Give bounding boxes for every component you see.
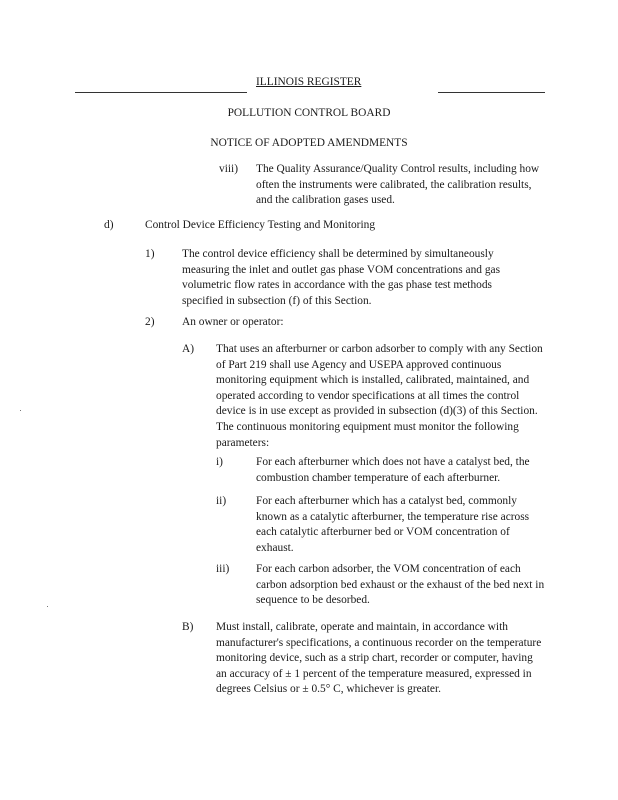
item-text-d2Aii: For each afterburner which has a catalyst bed, commonly known as a catalytic afterburner, the temperature rise across each catalytic afterburner bed or VOM concentration of exhaust.: [256, 495, 530, 554]
item-text-d2A: That uses an afterburner or carbon adsorber to comply with any Section of Part 219 shall use Agency and USEPA approved continuous monitoring equipment which is installed, calibrated, maintained, and operated according to vendor specifications at all times the control device is in use except as provided in subsection (d)(3) of this Section. The continuous monitoring equipment must monitor the following parameters:: [216, 343, 543, 449]
header-rule-left: [75, 92, 247, 93]
item-text-viii: The Quality Assurance/Quality Control results, including how often the instruments were calibrated, the calibration results, and the calibration gases used.: [256, 163, 540, 207]
item-text-d2B: Must install, calibrate, operate and maintain, in accordance with manufacturer's specifications, a continuous recorder on the temperature monitoring device, such as a strip chart, recorder or computer, having an accuracy of ± 1 percent of the temperature measured, expressed in degrees Celsius or ± 0.5° C, whichever is greater.: [216, 621, 542, 696]
item-label-d1: 1): [145, 248, 155, 260]
register-title-text: ILLINOIS REGISTER: [256, 76, 362, 88]
item-label-d2A: A): [182, 343, 195, 355]
item-text-d1: The control device efficiency shall be determined by simultaneously measuring the inlet and outlet gas phase VOM concentrations and gas volumetric flow rates in accordance with the gas phase test methods specified in subsection (f) of this Section.: [182, 248, 501, 307]
item-text-d2Ai: For each afterburner which does not have a catalyst bed, the combustion chamber temperature of each afterburner.: [256, 456, 530, 484]
item-label-d2B: B): [182, 621, 194, 633]
notice-title: NOTICE OF ADOPTED AMENDMENTS: [210, 137, 408, 149]
item-label-d: d): [104, 219, 114, 231]
item-label-d2: 2): [145, 316, 155, 328]
item-label-d2Ai: i): [216, 456, 223, 468]
scan-speck: [47, 606, 48, 607]
item-label-d2Aiii: iii): [216, 563, 230, 575]
item-text-d2Aiii: For each carbon adsorber, the VOM concentration of each carbon adsorption bed exhaust or the exhaust of the bed next in sequence to be desorbed.: [256, 563, 545, 607]
item-text-d2: An owner or operator:: [182, 316, 284, 328]
register-title: [256, 75, 376, 91]
item-label-d2Aii: ii): [216, 495, 227, 507]
item-label-viii: viii): [219, 163, 238, 175]
header-rule-right: [438, 92, 545, 93]
board-name: POLLUTION CONTROL BOARD: [227, 107, 391, 119]
scan-speck: [20, 410, 21, 411]
item-text-d: Control Device Efficiency Testing and Monitoring: [145, 219, 376, 231]
